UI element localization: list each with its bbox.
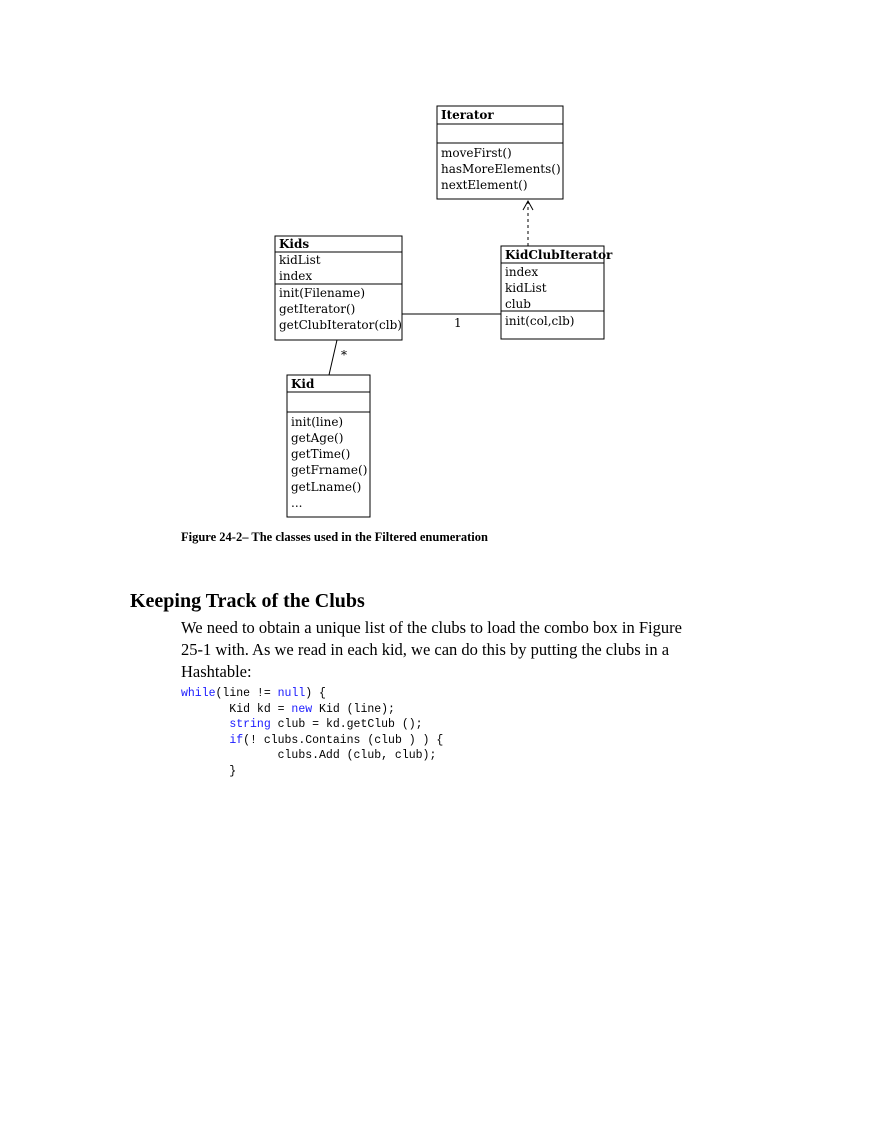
composition-line [329, 340, 337, 375]
multiplicity-many-label: * [341, 348, 347, 362]
kidclubiterator-attribute: club [505, 297, 531, 311]
code-block [181, 686, 443, 779]
kidclubiterator-attribute: index [505, 265, 539, 279]
section-heading: Keeping Track of the Clubs [130, 590, 365, 612]
kid-method: ... [291, 496, 303, 510]
code-text [181, 734, 229, 747]
kid-method: getAge() [291, 431, 344, 445]
class-iterator-name: Iterator [441, 108, 494, 122]
code-text: } [181, 764, 237, 778]
code-text [181, 718, 229, 731]
class-kids-name: Kids [279, 237, 310, 251]
iterator-method: moveFirst() [441, 146, 512, 160]
class-kids [275, 236, 402, 340]
code-keyword: null [277, 687, 306, 700]
realization-arrow [523, 201, 533, 246]
code-text: (line != [215, 687, 278, 700]
class-iterator [437, 106, 563, 199]
code-keyword: if [229, 733, 244, 747]
iterator-method: hasMoreElements() [441, 162, 561, 176]
code-text: Kid (line); [312, 702, 395, 716]
kidclubiterator-attribute: kidList [505, 281, 547, 295]
kids-attribute: index [279, 269, 313, 283]
figure-caption: Figure 24-2– The classes used in the Filtered enumeration [181, 530, 488, 544]
body-paragraph: We need to obtain a unique list of the clubs to load the combo box in Figure 25-1 with. As we read in each kid, we can do this by putting the clubs in a Hashtable: [181, 618, 682, 681]
kidclubiterator-method: init(col,clb) [505, 314, 575, 328]
kids-method: getIterator() [279, 302, 356, 316]
kid-method: init(line) [291, 415, 344, 429]
kids-method: init(Filename) [279, 286, 366, 300]
kids-method: getClubIterator(clb) [279, 318, 402, 332]
class-kidclubiterator-name: KidClubIterator [505, 248, 613, 262]
code-keyword: string [229, 718, 271, 731]
uml-class-diagram [0, 0, 880, 530]
code-text: (! clubs.Contains (club ) ) { [243, 733, 444, 747]
kid-method: getFrname() [291, 463, 368, 477]
multiplicity-one-label: 1 [454, 316, 462, 330]
kid-method: getLname() [291, 480, 362, 494]
code-text: ) { [305, 687, 326, 700]
code-text: clubs.Add (club, club); [181, 749, 437, 762]
class-kid [287, 375, 370, 517]
class-kidclubiterator [501, 246, 613, 339]
kid-method: getTime() [291, 447, 351, 461]
class-kid-name: Kid [291, 377, 315, 391]
kids-attribute: kidList [279, 253, 321, 267]
code-keyword: new [291, 702, 313, 716]
code-keyword: while [181, 687, 216, 700]
code-text: club = kd.getClub (); [270, 718, 423, 731]
code-text: Kid kd = [181, 702, 292, 716]
iterator-method: nextElement() [441, 178, 528, 192]
